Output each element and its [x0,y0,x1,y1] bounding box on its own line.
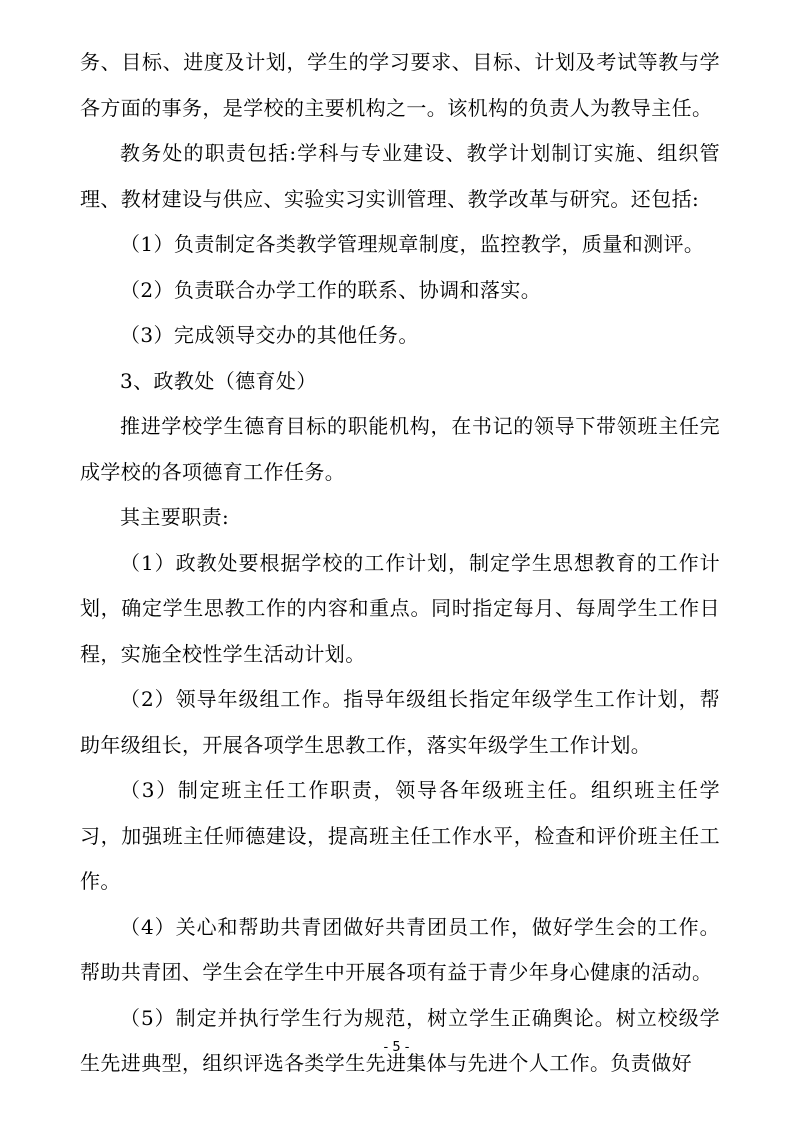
list-item: （3）完成领导交办的其他任务。 [120,323,419,347]
paragraph-duty-5: （5）制定并执行学生行为规范，树立学生正确舆论。树立校级学生先进典型，组织评选各类学生先进集体与先进个人工作。负责做好 [80,1005,720,1075]
paragraph-duty-1: （1）政教处要根据学校的工作计划，制定学生思想教育的工作计划，确定学生思教工作的内容和重点。同时指定每月、每周学生工作日程，实施全校性学生活动计划。 [80,550,720,666]
paragraph-duty-4: （4）关心和帮助共青团做好共青团员工作，做好学生会的工作。帮助共青团、学生会在学生中开展各项有益于青少年身心健康的活动。 [80,914,720,984]
paragraph-duties-intro: 教务处的职责包括:学科与专业建设、教学计划制订实施、组织管理、教材建设与供应、实验实习实训管理、教学改革与研究。还包括: [80,141,720,211]
list-item: （2）负责联合办学工作的联系、协调和落实。 [120,277,542,302]
page-number: - 5 - [383,1040,410,1055]
subheading: 其主要职责: [120,505,230,529]
paragraph-department-intro: 推进学校学生德育目标的职能机构，在书记的领导下带领班主任完成学校的各项德育工作任务。 [80,414,720,484]
paragraph-duty-3: （3）制定班主任工作职责，领导各年级班主任。组织班主任学习，加强班主任师德建设，提高班主任工作水平，检查和评价班主任工作。 [80,778,720,893]
list-item: （1）负责制定各类教学管理规章制度，监控教学，质量和测评。 [120,232,705,256]
document-body [80,40,720,1087]
section-heading: 3、政教处（德育处） [120,368,317,393]
paragraph-continuation: 务、目标、进度及计划，学生的学习要求、目标、计划及考试等教与学各方面的事务，是学校的主要机构之一。该机构的负责人为教导主任。 [80,50,720,120]
paragraph-duty-2: （2）领导年级组工作。指导年级组长指定年级学生工作计划，帮助年级组长，开展各项学生思教工作，落实年级学生工作计划。 [80,687,720,757]
